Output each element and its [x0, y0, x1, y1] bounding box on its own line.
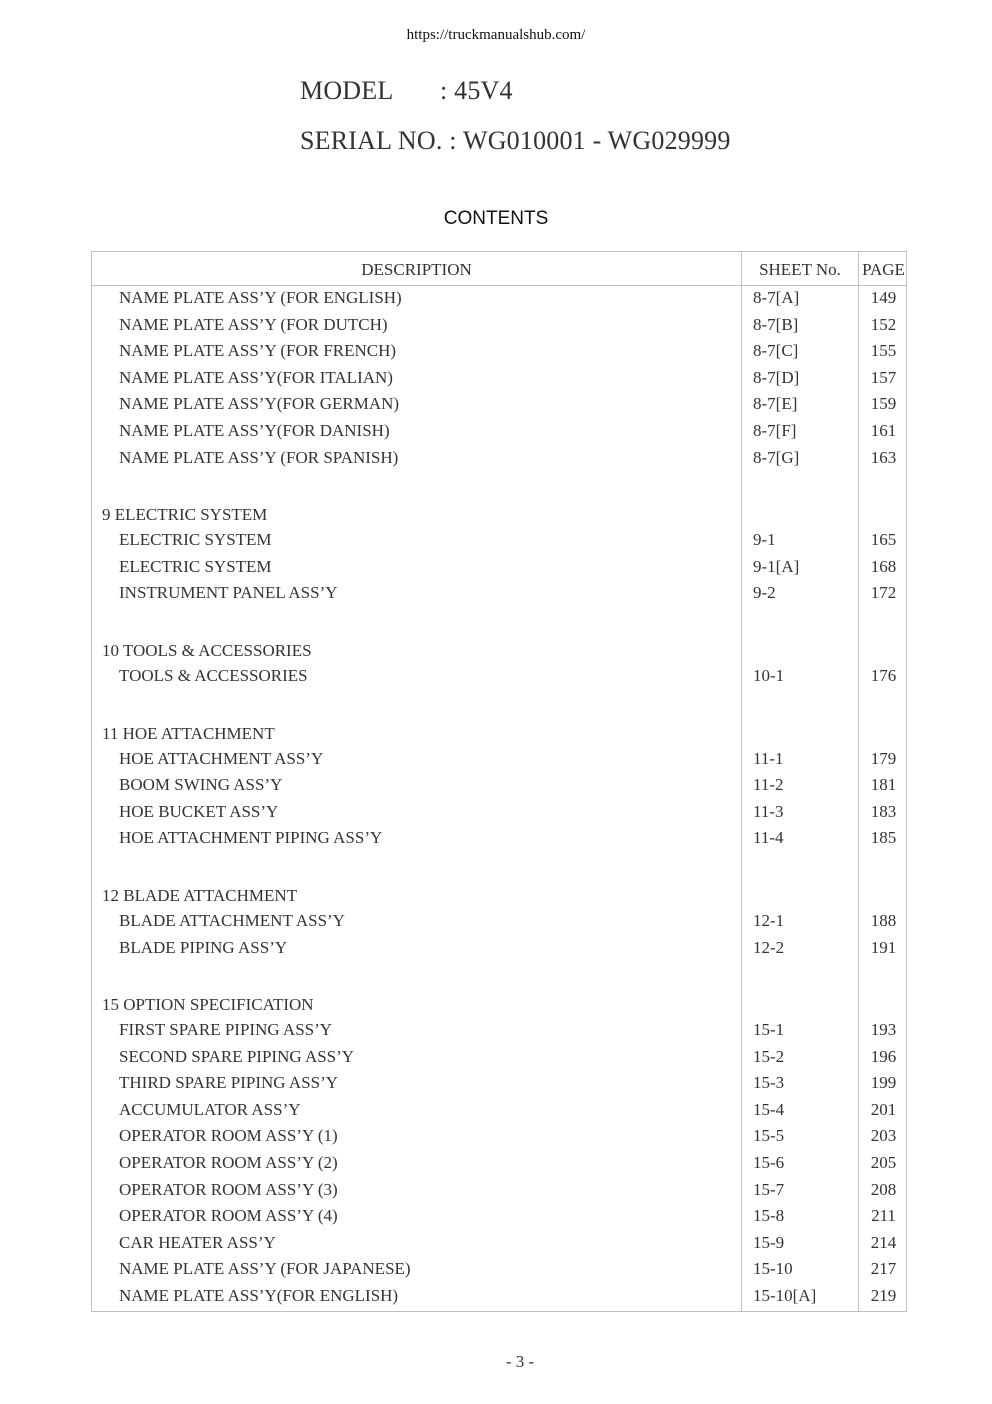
table-row: [92, 583, 906, 610]
sheet-number: 8-7[B]: [753, 314, 799, 334]
table-row: [92, 775, 906, 802]
page-number-cell[interactable]: 196: [870, 1046, 897, 1066]
sheet-number: 8-7[F]: [753, 420, 797, 440]
spacer-row: [92, 693, 906, 724]
page-number-cell[interactable]: 201: [870, 1099, 897, 1119]
table-row: [92, 749, 906, 776]
contents-table: [91, 251, 907, 1312]
sheet-number: 15-10: [753, 1259, 793, 1279]
table-body: [92, 288, 906, 1313]
sheet-number: 12-2: [753, 937, 785, 957]
page-number-cell[interactable]: 183: [870, 801, 897, 821]
sheet-number: 8-7[G]: [753, 447, 800, 467]
section-heading-row: [92, 724, 906, 749]
sheet-number: 8-7[A]: [753, 288, 800, 307]
spacer-row: [92, 964, 906, 995]
table-row: [92, 1233, 906, 1260]
table-row: [92, 1153, 906, 1180]
table-row: [92, 1180, 906, 1207]
header-divider: [92, 285, 906, 286]
page-number-cell[interactable]: 193: [870, 1020, 897, 1040]
page-number-cell[interactable]: 149: [870, 288, 897, 307]
item-description: NAME PLATE ASS’Y (FOR JAPANESE): [119, 1259, 411, 1279]
section-title: 15 OPTION SPECIFICATION: [102, 995, 314, 1015]
table-row: [92, 1259, 906, 1286]
table-row: [92, 315, 906, 342]
table-row: [92, 1073, 906, 1100]
page-number-cell[interactable]: 165: [870, 530, 897, 550]
section-title: 10 TOOLS & ACCESSORIES: [102, 640, 312, 660]
item-description: NAME PLATE ASS’Y(FOR ENGLISH): [119, 1286, 399, 1306]
item-description: NAME PLATE ASS’Y (FOR FRENCH): [119, 341, 397, 361]
page-number: - 3 -: [505, 1352, 535, 1371]
sheet-number: 15-6: [753, 1153, 785, 1173]
spacer-row: [92, 855, 906, 886]
sheet-number: 15-3: [753, 1073, 785, 1093]
column-header-sheet-no: SHEET No.: [759, 260, 841, 279]
table-row: [92, 394, 906, 421]
page-number-cell[interactable]: 191: [870, 937, 897, 957]
spacer-row: [92, 474, 906, 505]
item-description: INSTRUMENT PANEL ASS’Y: [119, 583, 338, 603]
item-description: SECOND SPARE PIPING ASS’Y: [119, 1046, 355, 1066]
page-number-cell[interactable]: 219: [870, 1286, 897, 1306]
section-heading-row: [92, 886, 906, 911]
table-row: [92, 1126, 906, 1153]
table-row: [92, 938, 906, 965]
section-title: 9 ELECTRIC SYSTEM: [102, 505, 268, 525]
sheet-number: 8-7[E]: [753, 394, 798, 414]
sheet-number: 10-1: [753, 665, 785, 685]
item-description: HOE BUCKET ASS’Y: [119, 801, 279, 821]
sheet-number: 11-2: [753, 775, 784, 795]
table-row: [92, 828, 906, 855]
contents-title: CONTENTS: [443, 208, 549, 229]
item-description: BLADE ATTACHMENT ASS’Y: [119, 910, 345, 930]
page-number-cell[interactable]: 208: [870, 1179, 897, 1199]
serial-label: SERIAL NO.: [300, 126, 443, 155]
sheet-number: 15-1: [753, 1020, 785, 1040]
sheet-number: 9-1: [753, 530, 776, 550]
page-number-cell[interactable]: 155: [870, 341, 897, 361]
table-row: [92, 288, 906, 315]
page-number-cell[interactable]: 188: [870, 910, 897, 930]
sheet-number: 8-7[D]: [753, 367, 800, 387]
page-number-cell[interactable]: 217: [870, 1259, 897, 1279]
page-number-cell[interactable]: 181: [870, 775, 897, 795]
column-header-page: PAGE: [862, 260, 905, 279]
page-number-cell[interactable]: 185: [870, 828, 897, 848]
sheet-number: 11-3: [753, 801, 784, 821]
model-label: MODEL: [300, 76, 394, 105]
page-number-cell[interactable]: 161: [870, 420, 897, 440]
page-number-cell[interactable]: 172: [870, 583, 897, 603]
source-url[interactable]: https://truckmanualshub.com/: [406, 27, 586, 43]
sheet-number: 15-4: [753, 1099, 785, 1119]
table-row: [92, 666, 906, 693]
sheet-number: 11-4: [753, 828, 784, 848]
item-description: FIRST SPARE PIPING ASS’Y: [119, 1020, 333, 1040]
sheet-number: 15-10[A]: [753, 1286, 817, 1306]
section-heading-row: [92, 641, 906, 666]
serial-value: : WG010001 - WG029999: [449, 126, 731, 155]
table-row: [92, 1206, 906, 1233]
page-number-cell[interactable]: 152: [870, 314, 897, 334]
section-heading-row: [92, 505, 906, 530]
table-row: [92, 530, 906, 557]
item-description: BOOM SWING ASS’Y: [119, 775, 283, 795]
item-description: TOOLS & ACCESSORIES: [119, 665, 308, 685]
page-number-cell[interactable]: 214: [870, 1232, 897, 1252]
item-description: BLADE PIPING ASS’Y: [119, 937, 288, 957]
item-description: NAME PLATE ASS’Y (FOR DUTCH): [119, 314, 388, 334]
table-row: [92, 557, 906, 584]
sheet-number: 15-8: [753, 1206, 785, 1226]
item-description: HOE ATTACHMENT PIPING ASS’Y: [119, 828, 383, 848]
item-description: OPERATOR ROOM ASS’Y (2): [119, 1153, 338, 1173]
page-number-cell[interactable]: 211: [871, 1206, 896, 1226]
item-description: OPERATOR ROOM ASS’Y (4): [119, 1206, 338, 1226]
sheet-number: 15-7: [753, 1179, 785, 1199]
table-row: [92, 448, 906, 475]
sheet-number: 15-2: [753, 1046, 785, 1066]
item-description: NAME PLATE ASS’Y(FOR GERMAN): [119, 394, 400, 414]
item-description: OPERATOR ROOM ASS’Y (1): [119, 1126, 338, 1146]
table-row: [92, 421, 906, 448]
item-description: NAME PLATE ASS’Y (FOR ENGLISH): [119, 288, 402, 307]
section-title: 11 HOE ATTACHMENT: [102, 723, 275, 743]
serial-line: [300, 126, 731, 156]
spacer-row: [92, 610, 906, 641]
column-header-description: DESCRIPTION: [361, 260, 472, 279]
page-number-cell[interactable]: 157: [870, 367, 897, 387]
table-row: [92, 1020, 906, 1047]
page-number-cell[interactable]: 163: [870, 447, 897, 467]
table-row: [92, 802, 906, 829]
table-row: [92, 368, 906, 395]
page-number-cell[interactable]: 176: [870, 665, 897, 685]
sheet-number: 12-1: [753, 910, 785, 930]
item-description: OPERATOR ROOM ASS’Y (3): [119, 1179, 338, 1199]
table-row: [92, 341, 906, 368]
page-number-cell[interactable]: 199: [870, 1073, 897, 1093]
table-row: [92, 1047, 906, 1074]
item-description: NAME PLATE ASS’Y(FOR DANISH): [119, 420, 390, 440]
sheet-number: 8-7[C]: [753, 341, 799, 361]
table-row: [92, 1100, 906, 1127]
table-row: [92, 1286, 906, 1313]
sheet-number: 15-9: [753, 1232, 785, 1252]
section-heading-row: [92, 995, 906, 1020]
item-description: NAME PLATE ASS’Y (FOR SPANISH): [119, 447, 399, 467]
sheet-number: 15-5: [753, 1126, 785, 1146]
sheet-number: 9-2: [753, 583, 776, 603]
item-description: THIRD SPARE PIPING ASS’Y: [119, 1073, 339, 1093]
item-description: ELECTRIC SYSTEM: [119, 530, 272, 550]
item-description: ACCUMULATOR ASS’Y: [119, 1099, 301, 1119]
page-number-cell[interactable]: 205: [870, 1153, 897, 1173]
sheet-number: 11-1: [753, 748, 784, 768]
page-number-cell[interactable]: 168: [870, 556, 897, 576]
sheet-number: 9-1[A]: [753, 556, 800, 576]
page-number-cell[interactable]: 159: [870, 394, 897, 414]
item-description: HOE ATTACHMENT ASS’Y: [119, 748, 324, 768]
model-value: : 45V4: [440, 76, 513, 105]
section-title: 12 BLADE ATTACHMENT: [102, 885, 298, 905]
item-description: ELECTRIC SYSTEM: [119, 556, 272, 576]
model-line: [300, 76, 513, 106]
page-number-cell[interactable]: 203: [870, 1126, 897, 1146]
item-description: CAR HEATER ASS’Y: [119, 1232, 276, 1252]
table-row: [92, 911, 906, 938]
page-number-cell[interactable]: 179: [870, 748, 897, 768]
item-description: NAME PLATE ASS’Y(FOR ITALIAN): [119, 367, 393, 387]
